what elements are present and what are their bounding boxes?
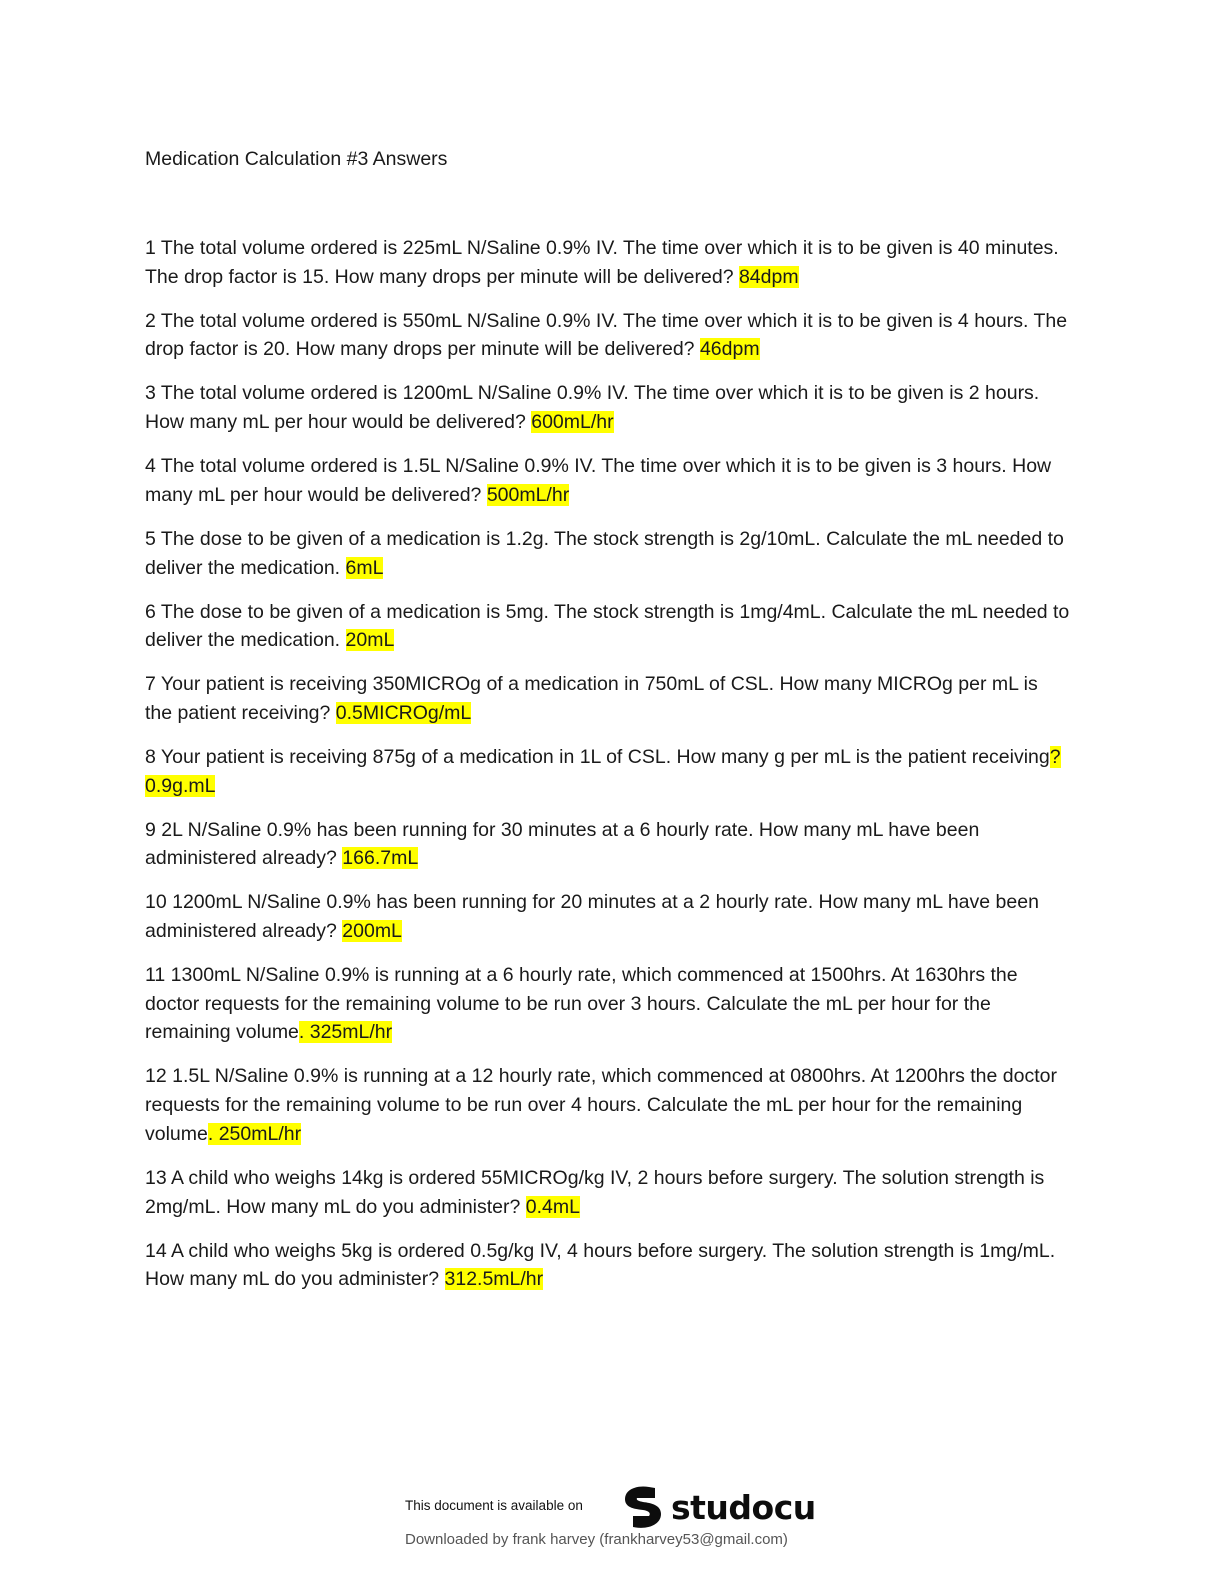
question-item: [145, 379, 1070, 436]
question-text: 7 Your patient is receiving 350MICROg of a medication in 750mL of CSL. How many MICROg per mL is the patient receiving?: [145, 673, 1038, 724]
question-text: 9 2L N/Saline 0.9% has been running for 30 minutes at a 6 hourly rate. How many mL have been administered already?: [145, 818, 980, 870]
answer-highlight: . 325mL/hr: [298, 1021, 393, 1044]
question-item: [145, 816, 1070, 873]
answer-highlight: 600mL/hr: [531, 411, 614, 434]
question-item: [145, 888, 1070, 945]
answer-highlight: . 250mL/hr: [207, 1122, 302, 1145]
question-text: 12 1.5L N/Saline 0.9% is running at a 12 hourly rate, which commenced at 0800hrs. At 1200hrs the doctor requests for the remaining volume to be run over 4 hours. Calculate the mL per hour for the remaining volume: [145, 1065, 1057, 1145]
question-item: [145, 1164, 1070, 1221]
question-text: 5 The dose to be given of a medication is 1.2g. The stock strength is 2g/10mL. Calculate the mL needed to deliver the medication.: [145, 527, 1064, 579]
question-text: 3 The total volume ordered is 1200mL N/Saline 0.9% IV. The time over which it is to be given is 2 hours. How many mL per hour would be delivered?: [145, 382, 1040, 434]
document-title: Medication Calculation #3 Answers: [145, 148, 448, 170]
question-text: 4 The total volume ordered is 1.5L N/Saline 0.9% IV. The time over which it is to be given is 3 hours. How many mL per hour would be delivered?: [145, 455, 1052, 506]
question-item: [145, 234, 1070, 291]
question-text: 11 1300mL N/Saline 0.9% is running at a 6 hourly rate, which commenced at 1500hrs. At 1630hrs the doctor requests for the remaining volume to be run over 3 hours. Calculate the mL per hour for the remaining volume: [145, 964, 1018, 1044]
question-item: [145, 525, 1070, 582]
question-item: [145, 1237, 1070, 1294]
answer-highlight: ? 0.9g.mL: [145, 745, 1061, 797]
question-text: 2 The total volume ordered is 550mL N/Saline 0.9% IV. The time over which it is to be given is 4 hours. The drop factor is 20. How many drops per minute will be delivered?: [145, 309, 1068, 361]
footer-downloaded-text: Downloaded by frank harvey (frankharvey53@gmail.com): [405, 1531, 788, 1548]
studocu-logo[interactable]: [619, 1482, 816, 1532]
studocu-logo-icon: [619, 1483, 665, 1531]
question-text: 6 The dose to be given of a medication is 5mg. The stock strength is 1mg/4mL. Calculate the mL needed to deliver the medication.: [145, 600, 1070, 652]
question-text: 13 A child who weighs 14kg is ordered 55MICROg/kg IV, 2 hours before surgery. The solution strength is 2mg/mL. How many mL do you administer?: [145, 1166, 1045, 1218]
answer-highlight: 500mL/hr: [486, 483, 570, 506]
answer-highlight: 200mL: [342, 920, 402, 943]
question-item: [145, 1062, 1070, 1148]
page-footer: [0, 1476, 1224, 1576]
question-item: [145, 307, 1070, 364]
question-item: [145, 670, 1070, 727]
question-item: [145, 743, 1070, 800]
question-item: [145, 598, 1070, 655]
studocu-logo-text: studocu: [671, 1487, 816, 1527]
answer-highlight: 6mL: [345, 556, 384, 579]
question-text: 8 Your patient is receiving 875g of a medication in 1L of CSL. How many g per mL is the patient receiving: [145, 745, 1050, 768]
question-item: [145, 452, 1070, 509]
answer-highlight: 166.7mL: [342, 847, 419, 870]
question-text: 14 A child who weighs 5kg is ordered 0.5g/kg IV, 4 hours before surgery. The solution strength is 1mg/mL. How many mL do you administer?: [145, 1239, 1056, 1291]
question-text: 1 The total volume ordered is 225mL N/Saline 0.9% IV. The time over which it is to be given is 40 minutes. The drop factor is 15. How many drops per minute will be delivered?: [145, 237, 1059, 288]
answer-highlight: 20mL: [345, 629, 395, 652]
answer-highlight: 0.4mL: [525, 1195, 580, 1218]
question-list: [145, 234, 1070, 1309]
answer-highlight: 0.5MICROg/mL: [335, 701, 472, 724]
answer-highlight: 46dpm: [699, 338, 760, 361]
question-item: [145, 961, 1070, 1047]
answer-highlight: 84dpm: [738, 265, 799, 288]
answer-highlight: 312.5mL/hr: [444, 1268, 544, 1291]
question-text: 10 1200mL N/Saline 0.9% has been running for 20 minutes at a 2 hourly rate. How many mL have been administered already?: [145, 891, 1039, 943]
footer-available-text: This document is available on: [405, 1498, 583, 1513]
